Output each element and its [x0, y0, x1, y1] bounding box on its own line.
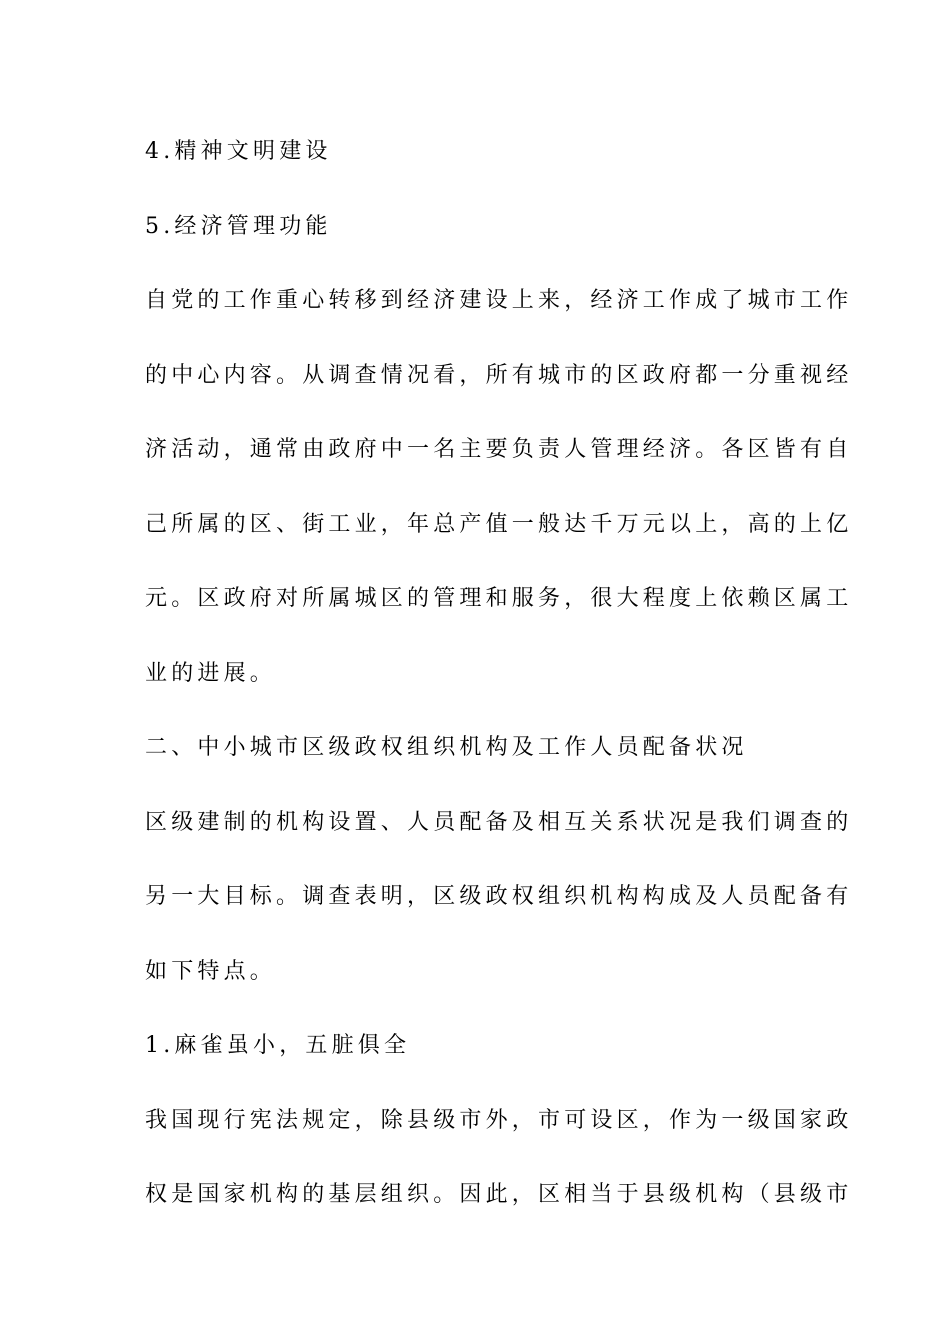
- subheading-small-but-complete: 1.麻雀虽小，五脏俱全: [145, 1033, 411, 1058]
- heading-spiritual-civilization: 4.精神文明建设: [145, 139, 332, 164]
- paragraph-line: 业的进展。: [145, 660, 277, 686]
- paragraph-line: 元。区政府对所属城区的管理和服务，很大程度上依赖区属工: [145, 586, 853, 611]
- heading-economic-management: 5.经济管理功能: [145, 213, 332, 239]
- paragraph-line: 己所属的区、街工业，年总产值一般达千万元以上，高的上亿: [145, 511, 853, 537]
- paragraph-line: 的中心内容。从调查情况看，所有城市的区政府都一分重视经: [145, 362, 853, 388]
- paragraph-line: 权是国家机构的基层组织。因此，区相当于县级机构（县级市: [145, 1182, 853, 1207]
- document-body: [145, 126, 853, 1244]
- paragraph-line: 自党的工作重心转移到经济建设上来，经济工作成了城市工作: [145, 288, 853, 313]
- paragraph-line: 如下特点。: [145, 958, 277, 984]
- paragraph-line: 区级建制的机构设置、人员配备及相互关系状况是我们调查的: [145, 809, 853, 835]
- section-heading: 二、中小城市区级政权组织机构及工作人员配备状况: [145, 735, 748, 760]
- paragraph-line: 我国现行宪法规定，除县级市外，市可设区，作为一级国家政: [145, 1107, 853, 1133]
- paragraph-line: 另一大目标。调查表明，区级政权组织机构构成及人员配备有: [145, 884, 853, 909]
- paragraph-line: 济活动，通常由政府中一名主要负责人管理经济。各区皆有自: [145, 437, 853, 462]
